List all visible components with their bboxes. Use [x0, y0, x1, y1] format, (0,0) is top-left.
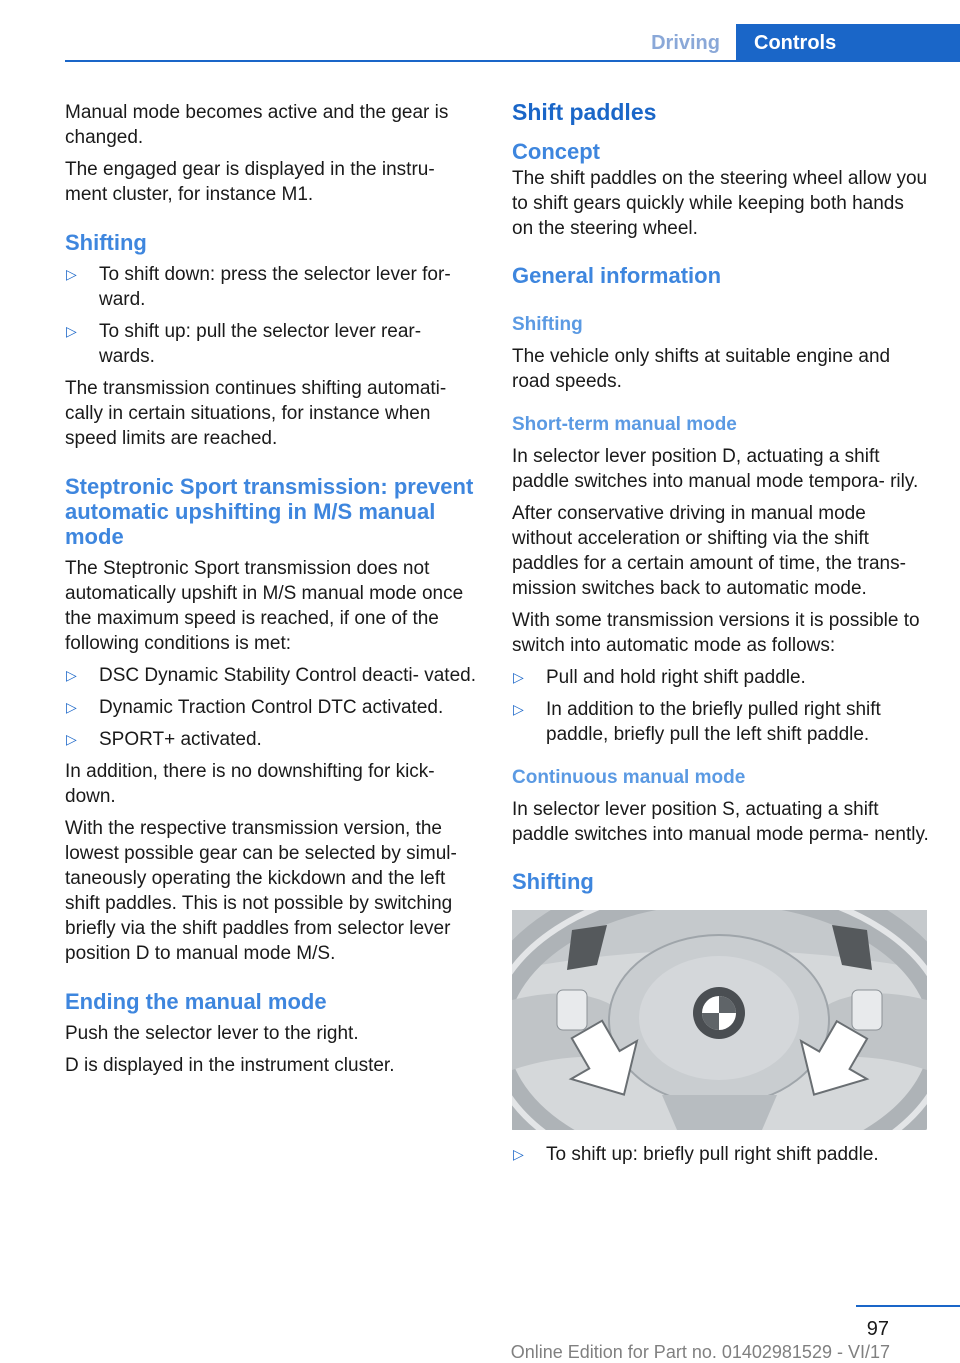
- list-item: ▷ To shift down: press the selector lever for‐ ward.: [66, 264, 451, 310]
- section-tab-driving[interactable]: Driving: [651, 32, 720, 54]
- paragraph: In selector lever position S, actuating a shift paddle switches into manual mode perma‐ nently.: [512, 799, 929, 845]
- chapter-tab-controls[interactable]: Controls: [736, 24, 960, 62]
- paragraph: After conservative driving in manual mode without acceleration or shifting via the shift paddles for a certain amount of time, the trans‐ mission switches back to automatic mode.: [512, 503, 906, 599]
- paragraph: The Steptronic Sport transmission does not automatically upshift in M/S manual mode once the maximum speed is reached, if one of the following conditions is met:: [65, 558, 464, 654]
- section-heading-ending: Ending the manual mode: [65, 989, 327, 1014]
- paragraph: The shift paddles on the steering wheel allow you to shift gears quickly while keeping both hands on the steering wheel.: [512, 168, 928, 239]
- list-item: ▷ Dynamic Traction Control DTC activated.: [66, 697, 444, 718]
- paragraph: The vehicle only shifts at suitable engine and road speeds.: [512, 346, 891, 392]
- list-item: ▷ To shift up: pull the selector lever rear‐ wards.: [66, 321, 422, 367]
- section-heading-shifting: Shifting: [65, 230, 147, 255]
- triangle-bullet-icon: ▷: [513, 669, 524, 685]
- footer-rule: [856, 1305, 960, 1307]
- intro-paragraph: Manual mode becomes active and the gear is changed.: [65, 102, 449, 148]
- section-heading-general-information: General information: [512, 263, 722, 288]
- conditions-list: [65, 663, 480, 752]
- triangle-bullet-icon: ▷: [513, 1146, 524, 1162]
- shift-up-list: [512, 1142, 930, 1167]
- triangle-bullet-icon: ▷: [513, 701, 524, 717]
- paragraph: The transmission continues shifting automati‐ cally in certain situations, for instance when speed limits are reached.: [65, 378, 447, 449]
- list-item: ▷ Pull and hold right shift paddle.: [513, 667, 806, 688]
- section-heading-shift-paddles: Shift paddles: [512, 99, 657, 125]
- list-item: ▷ In addition to the briefly pulled right shift paddle, briefly pull the left shift paddle.: [513, 699, 881, 745]
- paragraph: With some transmission versions it is possible to switch into automatic mode as follows:: [512, 610, 920, 656]
- paragraph: D is displayed in the instrument cluster.: [65, 1055, 395, 1076]
- triangle-bullet-icon: ▷: [66, 323, 77, 339]
- paragraph: Push the selector lever to the right.: [65, 1023, 359, 1044]
- triangle-bullet-icon: ▷: [66, 731, 77, 747]
- header-rule: [65, 60, 960, 62]
- right-column: [512, 100, 930, 1174]
- triangle-bullet-icon: ▷: [66, 699, 77, 715]
- paragraph: In selector lever position D, actuating a shift paddle switches into manual mode tempora‐ rily.: [512, 446, 919, 492]
- intro-paragraph: The engaged gear is displayed in the instru‐ ment cluster, for instance M1.: [65, 159, 435, 205]
- page-number: 97: [866, 1318, 889, 1340]
- shifting-list: [65, 262, 480, 369]
- section-heading-concept: Concept: [512, 139, 600, 164]
- left-column: [65, 100, 480, 1085]
- section-heading-shifting-right: Shifting: [512, 869, 594, 894]
- edition-note: Online Edition for Part no. 01402981529 - VI/17: [510, 1342, 890, 1362]
- list-item: ▷ SPORT+ activated.: [66, 729, 262, 750]
- paragraph: With the respective transmission version, the lowest possible gear can be selected by simul‐ taneously operating the kickdown and the left shift paddles. This is not possible by switching briefly via the shift paddles from selector lever position D to manual mode M/S.: [65, 818, 457, 964]
- paragraph: In addition, there is no downshifting for kick‐ down.: [65, 761, 435, 807]
- triangle-bullet-icon: ▷: [66, 667, 77, 683]
- steering-wheel-image: [512, 910, 927, 1130]
- subheading-continuous-manual-mode: Continuous manual mode: [512, 767, 746, 788]
- triangle-bullet-icon: ▷: [66, 266, 77, 282]
- section-heading-steptronic: Steptronic Sport transmission: prevent automatic upshifting in M/S manual mode: [65, 474, 474, 549]
- list-item: ▷ To shift up: briefly pull right shift paddle.: [513, 1144, 879, 1165]
- steering-wheel-illustration: [512, 910, 927, 1130]
- automatic-mode-steps-list: [512, 665, 930, 747]
- subheading-shifting: Shifting: [512, 314, 583, 335]
- list-item: ▷ DSC Dynamic Stability Control deacti‐ vated.: [66, 665, 476, 686]
- subheading-short-term-manual-mode: Short-term manual mode: [512, 414, 737, 435]
